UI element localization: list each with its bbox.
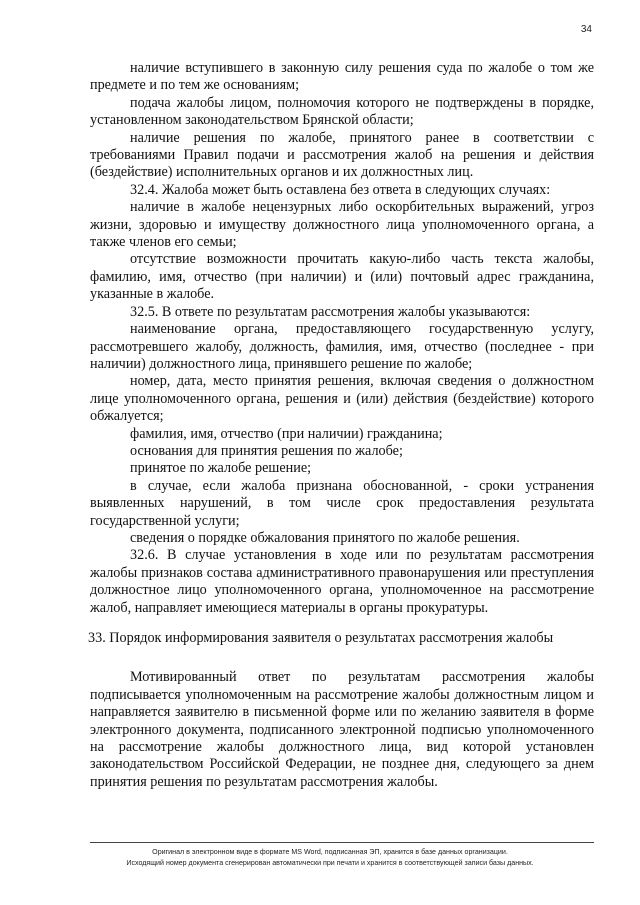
paragraph: в случае, если жалоба признана обоснованной, - сроки устранения выявленных нарушений, в том числе срок предоставления результата государственной услуги; <box>90 477 594 529</box>
paragraph: наименование органа, предоставляющего государственную услугу, рассмотревшего жалобу, должность, фамилия, имя, отчество (последнее - при наличии) должностного лица, принявшего решение по жалобе; <box>90 321 594 372</box>
page-number: 34 <box>580 24 592 35</box>
paragraph: 32.4. Жалоба может быть оставлена без ответа в следующих случаях: <box>130 181 551 198</box>
paragraph: наличие решения по жалобе, принятого ранее в соответствии с требованиями Правил подачи и рассмотрения жалоб на решения и действия (бездействие) исполнительных органов и их должностных лиц. <box>90 129 594 181</box>
footer <box>60 847 600 869</box>
section-heading: 33. Порядок информирования заявителя о результатах рассмотрения жалобы <box>88 630 554 646</box>
footer-divider <box>90 842 594 843</box>
paragraph: номер, дата, место принятия решения, включая сведения о должностном лице уполномоченного органа, решения и (или) действия (бездействие) которого обжалуется; <box>90 373 594 425</box>
closing-paragraph: Мотивированный ответ по результатам рассмотрения жалобы подписывается уполномоченным на рассмотрение жалобы должностным лицом и направляется заявителю в письменной форме или по желанию заявителя в форме электронного документа, подписанного электронной подписью уполномоченного на рассмотрение жалобы должностного лица, вид которой установлен законодательством Российской Федерации, не позднее дня, следующего за днем принятия решения по результатам рассмотрения жалобы. <box>90 669 594 790</box>
footer-line: Исходящий номер документа сгенерирован автоматически при печати и хранится в соответствующей записи базы данных. <box>126 859 534 867</box>
paragraph: подача жалобы лицом, полномочия которого не подтверждены в порядке, установленном законодательством Брянской области; <box>90 94 594 129</box>
paragraph: 32.5. В ответе по результатам рассмотрения жалобы указываются: <box>130 303 531 320</box>
paragraph: 32.6. В случае установления в ходе или по результатам рассмотрения жалобы признаков состава административного правонарушения или преступления должностное лицо уполномоченного органа, уполномоченное на рассмотрение жалоб, направляет имеющиеся материалы в органы прокуратуры. <box>90 547 594 616</box>
paragraph: основания для принятия решения по жалобе; <box>130 442 403 459</box>
footer-line: Оригинал в электронном виде в формате MS Word, подписанная ЭП, хранится в базе данных организации. <box>152 848 508 856</box>
document-body <box>90 60 594 791</box>
paragraph: наличие в жалобе нецензурных либо оскорбительных выражений, угроз жизни, здоровью и имуществу должностного лица уполномоченного органа, а также членов его семьи; <box>90 199 594 251</box>
paragraph: наличие вступившего в законную силу решения суда по жалобе о том же предмете и по тем же основаниям; <box>90 60 594 94</box>
paragraph: фамилия, имя, отчество (при наличии) гражданина; <box>130 425 443 442</box>
paragraph: принятое по жалобе решение; <box>130 460 312 477</box>
paragraph: сведения о порядке обжалования принятого по жалобе решения. <box>130 529 520 546</box>
paragraph: отсутствие возможности прочитать какую-либо часть текста жалобы, фамилию, имя, отчество (при наличии) и (или) почтовый адрес гражданина, указанные в жалобе. <box>90 251 594 303</box>
